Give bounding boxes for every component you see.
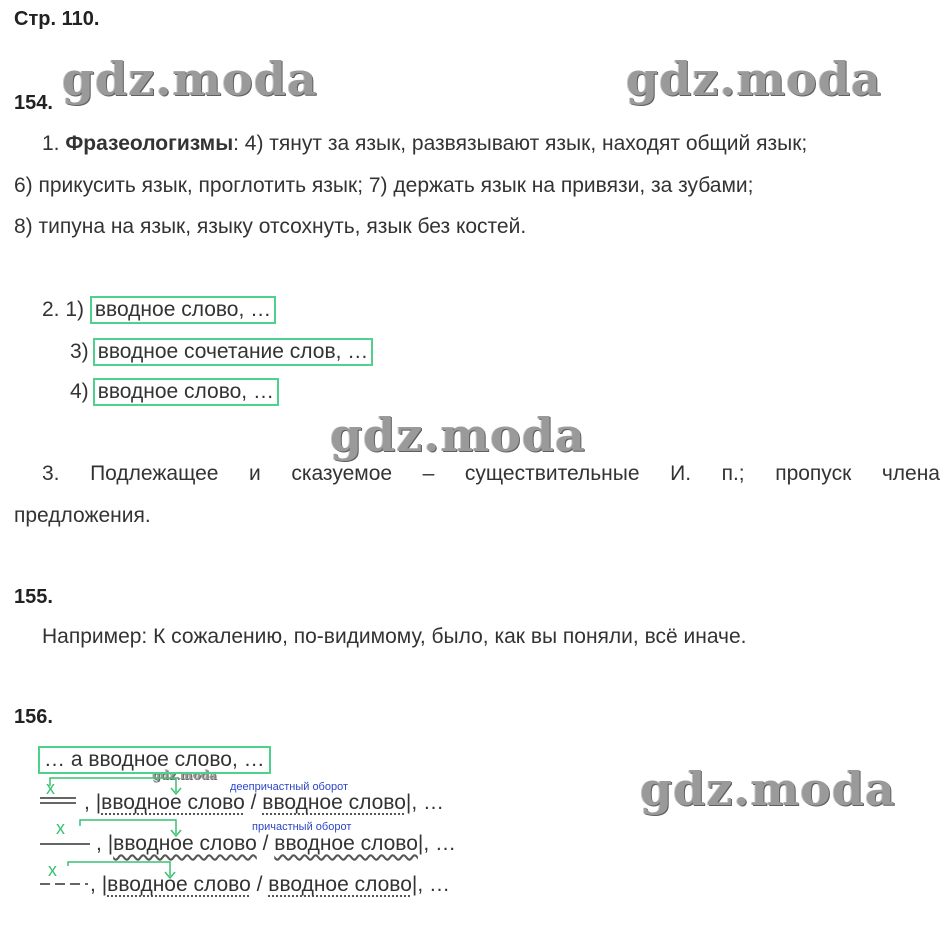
- exercise-number: 154.: [14, 92, 53, 114]
- boxed-answer: вводное слово, …: [93, 378, 279, 406]
- word: 3.: [42, 462, 60, 485]
- word: сказуемое: [291, 462, 393, 485]
- scheme-word: вводное слово: [262, 791, 406, 814]
- scheme-word: вводное слово: [268, 873, 412, 896]
- separator: /: [256, 832, 275, 855]
- word: пропуск: [775, 462, 852, 485]
- bracket: |: [107, 832, 114, 855]
- item-number: 1.: [42, 132, 60, 155]
- word: и: [249, 462, 261, 485]
- word: –: [422, 462, 435, 485]
- page-header: Стр. 110.: [14, 8, 100, 30]
- boxed-answer: вводное сочетание слов, …: [93, 338, 374, 366]
- boxed-answer: вводное слово, …: [90, 296, 276, 324]
- paragraph-1-line-3: 8) типуна на язык, языку отсохнуть, язык без костей.: [14, 215, 527, 238]
- x-mark: х: [48, 860, 57, 880]
- note-label: причастный оборот: [252, 821, 352, 833]
- bracket-end: |, …: [411, 873, 451, 896]
- word: члена: [881, 462, 940, 485]
- word: Подлежащее: [90, 462, 219, 485]
- separator: /: [244, 791, 263, 814]
- comma: ,: [90, 873, 96, 896]
- bracket: |: [95, 791, 102, 814]
- word: И.: [670, 462, 692, 485]
- x-mark: х: [56, 818, 65, 838]
- boxed-answer: … а вводное слово, …: [38, 746, 271, 774]
- separator: /: [250, 873, 269, 896]
- scheme-word: вводное слово: [274, 832, 418, 855]
- paragraph-3-line-2: предложения.: [14, 504, 151, 527]
- bracket-end: |, …: [405, 791, 445, 814]
- scheme-row: [90, 872, 450, 898]
- term-heading: Фразеологизмы: [65, 132, 234, 155]
- x-mark: х: [46, 778, 55, 798]
- scheme-word: вводное слово: [107, 873, 251, 896]
- scheme-row: [84, 790, 444, 816]
- bracket-end: |, …: [417, 832, 457, 855]
- note-label: деепричастный оборот: [230, 781, 349, 793]
- watermark: gdz.moda: [626, 52, 882, 106]
- watermark: gdz.moda: [62, 52, 318, 106]
- item-prefix: 3): [70, 340, 89, 363]
- watermark: gdz.moda: [640, 762, 896, 816]
- word: существительные: [464, 462, 640, 485]
- paragraph-1-line-2: 6) прикусить язык, проглотить язык; 7) держать язык на привязи, за зубами;: [14, 174, 754, 197]
- comma: ,: [84, 791, 90, 814]
- scheme-word: вводное слово: [113, 832, 257, 855]
- exercise-number: 156.: [14, 706, 53, 728]
- exercise-number: 155.: [14, 586, 53, 608]
- watermark: gdz.moda: [330, 408, 586, 462]
- item-prefix: 2. 1): [42, 298, 85, 321]
- watermark: gdz.moda: [152, 768, 217, 782]
- phrase-list: : 4) тянут за язык, развязывают язык, находят общий язык;: [233, 132, 808, 155]
- scheme-row: [96, 831, 456, 857]
- scheme-word: вводное слово: [101, 791, 245, 814]
- bracket: |: [101, 873, 108, 896]
- item-prefix: 4): [70, 380, 89, 403]
- comma: ,: [96, 832, 102, 855]
- example-sentence: Например: К сожалению, по-видимому, было, как вы поняли, всё иначе.: [42, 625, 747, 648]
- word: п.;: [721, 462, 745, 485]
